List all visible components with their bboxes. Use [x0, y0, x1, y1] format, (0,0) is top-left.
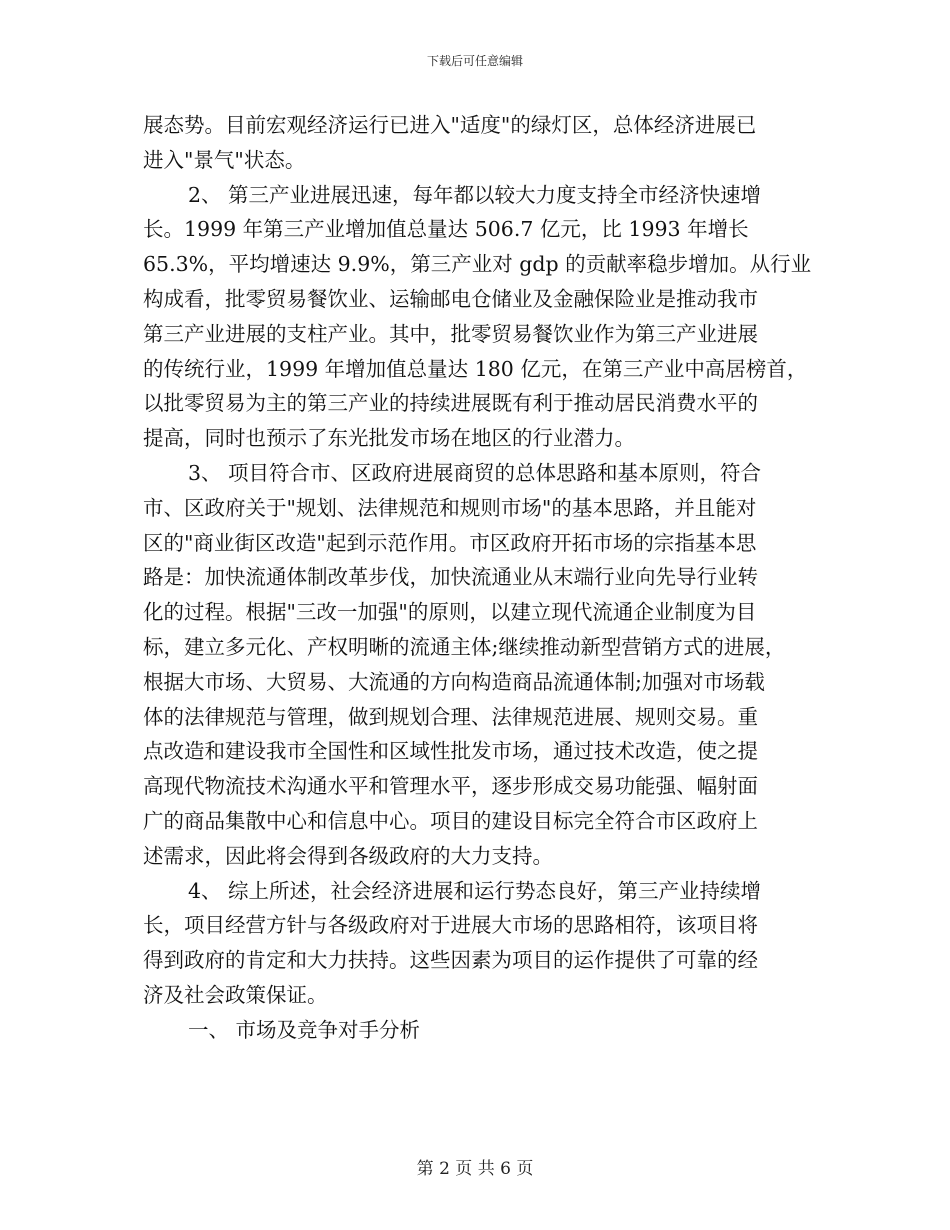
- text-line: 路是：加快流通体制改革步伐，加快流通业从末端行业向先导行业转: [143, 565, 758, 590]
- text-line: 的传统行业，1999 年增加值总量达 180 亿元，在第三产业中高居榜首，: [143, 356, 808, 381]
- text-line: 得到政府的肯定和大力扶持。这些因素为项目的运作提供了可靠的经: [143, 948, 758, 973]
- page-footer: 第 2 页 共 6 页: [416, 1159, 534, 1179]
- text-line: 提高，同时也预示了东光批发市场在地区的行业潜力。: [143, 426, 635, 451]
- document-body: [143, 108, 812, 1048]
- text-line: 构成看，批零贸易餐饮业、运输邮电仓储业及金融保险业是推动我市: [143, 286, 758, 311]
- text-line: 长。1999 年第三产业增加值总量达 506.7 亿元，比 1993 年增长: [143, 217, 749, 242]
- text-line: 区的"商业街区改造"起到示范作用。市区政府开拓市场的宗指基本思: [143, 530, 757, 555]
- paragraph-start-line: 4、 综上所述，社会经济进展和运行势态良好，第三产业持续增: [188, 878, 762, 903]
- text-line: 化的过程。根据"三改一加强"的原则，以建立现代流通企业制度为目: [143, 600, 757, 625]
- text-line: 长，项目经营方针与各级政府对于进展大市场的思路相符，该项目将: [143, 913, 758, 938]
- text-line: 高现代物流技术沟通水平和管理水平，逐步形成交易功能强、幅射面: [143, 774, 758, 799]
- paragraph-start-line: 3、 项目符合市、区政府进展商贸的总体思路和基本原则，符合: [188, 460, 762, 485]
- page-header: 下载后可任意编辑: [426, 54, 523, 68]
- text-line: 体的法律规范与管理，做到规划合理、法律规范进展、规则交易。重: [143, 704, 758, 729]
- text-line: 广的商品集散中心和信息中心。项目的建设目标完全符合市区政府上: [143, 808, 758, 833]
- text-line: 65.3%，平均增速达 9.9%，第三产业对 gdp 的贡献率稳步增加。从行业: [143, 252, 812, 277]
- text-line: 述需求，因此将会得到各级政府的大力支持。: [143, 843, 553, 868]
- text-line: 以批零贸易为主的第三产业的持续进展既有利于推动居民消费水平的: [143, 391, 758, 416]
- text-line: 标，建立多元化、产权明晰的流通主体;继续推动新型营销方式的进展，: [143, 634, 786, 659]
- text-line: 第三产业进展的支柱产业。其中，批零贸易餐饮业作为第三产业进展: [143, 321, 758, 346]
- text-line: 进入"景气"状态。: [143, 147, 306, 172]
- paragraph-start-line: 2、 第三产业进展迅速，每年都以较大力度支持全市经济快速增: [188, 182, 762, 207]
- text-line: 济及社会政策保证。: [143, 982, 328, 1007]
- section-heading: 一、 市场及竞争对手分析: [188, 1017, 421, 1042]
- text-line: 点改造和建设我市全国性和区域性批发市场，通过技术改造，使之提: [143, 739, 758, 764]
- text-line: 市、区政府关于"规划、法律规范和规则市场"的基本思路，并且能对: [143, 495, 757, 520]
- text-line: 根据大市场、大贸易、大流通的方向构造商品流通体制;加强对市场载: [143, 669, 765, 694]
- text-line: 展态势。目前宏观经济运行已进入"适度"的绿灯区，总体经济进展已: [143, 113, 757, 137]
